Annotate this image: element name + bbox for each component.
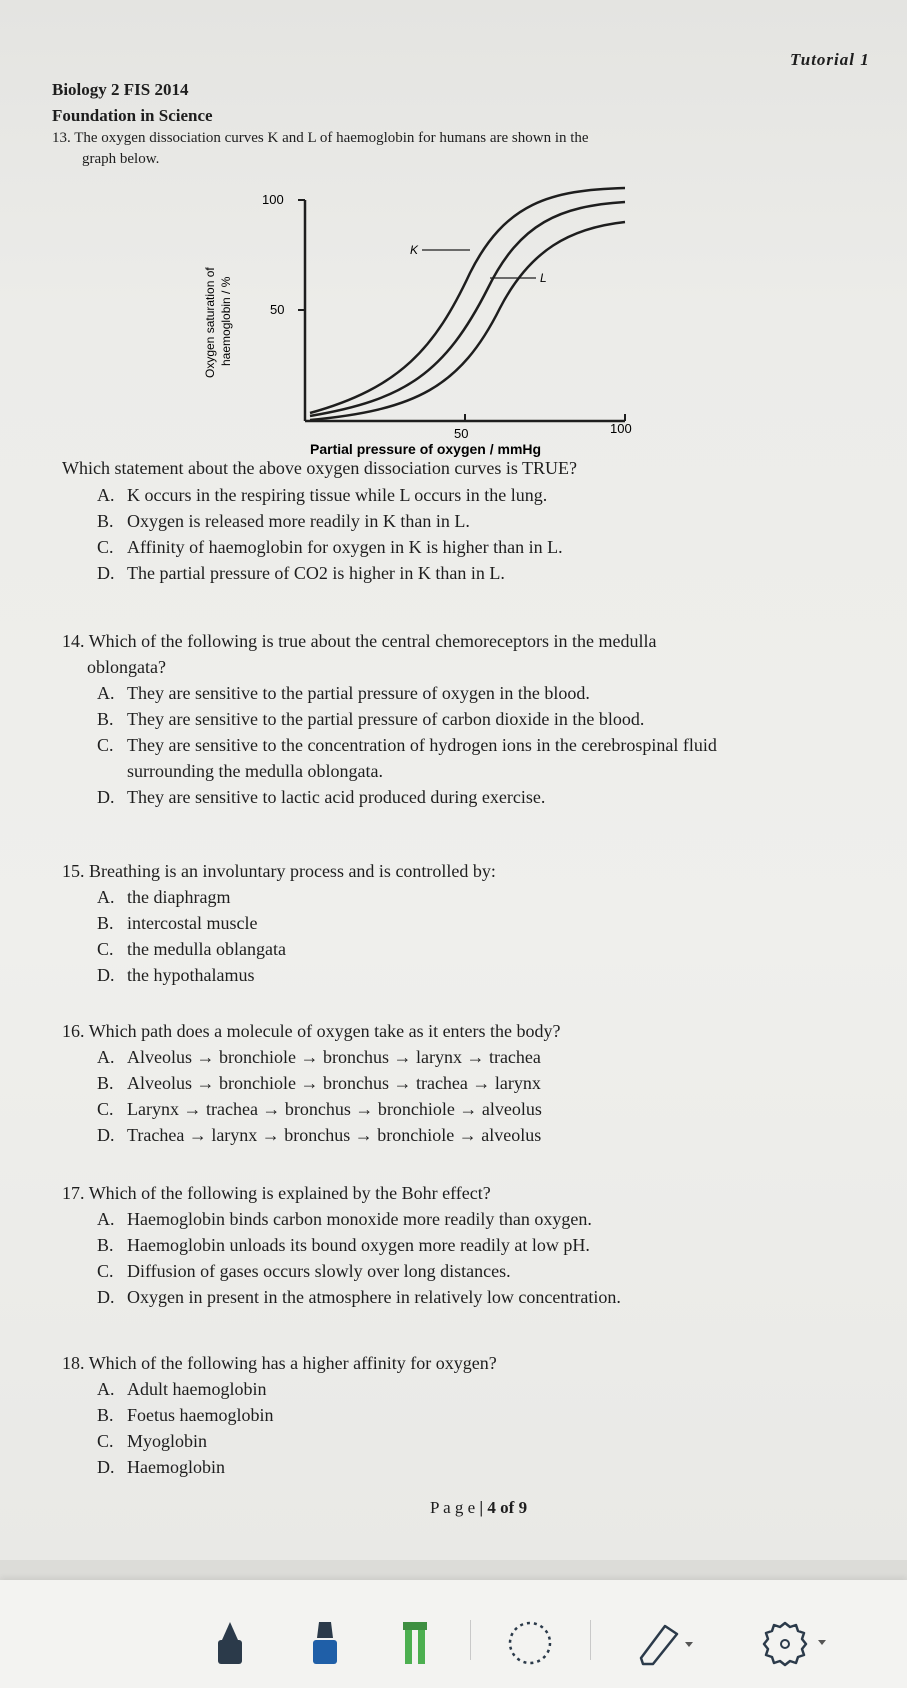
toolbar-separator — [590, 1620, 591, 1660]
question-text: Which of the following has a higher affinity for oxygen? — [88, 1353, 497, 1373]
option-a[interactable]: A. Adult haemoglobin — [97, 1379, 267, 1399]
tutorial-label: Tutorial 1 — [790, 50, 870, 69]
option-b[interactable]: B. Alveolus → bronchiole → bronchus → trachea → larynx — [97, 1073, 541, 1093]
option-d[interactable]: D. Haemoglobin — [97, 1457, 225, 1477]
highlighter-tool-icon[interactable] — [305, 1618, 345, 1668]
option-b[interactable]: B. Oxygen is released more readily in K than in L. — [97, 511, 470, 531]
page-number: | 4 of 9 — [479, 1498, 528, 1517]
question-13-prompt: Which statement about the above oxygen dissociation curves is TRUE? — [62, 458, 578, 478]
annotation-toolbar — [0, 1580, 907, 1688]
question-text: Breathing is an involuntary process and is controlled by: — [89, 861, 496, 881]
question-number: 14. — [62, 631, 85, 651]
option-d[interactable]: D. the hypothalamus — [97, 965, 255, 985]
option-d[interactable]: D. The partial pressure of CO2 is higher in K than in L. — [97, 563, 505, 583]
option-a[interactable]: A. Haemoglobin binds carbon monoxide more readily than oxygen. — [97, 1209, 592, 1229]
curve-l — [310, 222, 625, 420]
option-b[interactable]: B. They are sensitive to the partial pressure of carbon dioxide in the blood. — [97, 709, 645, 729]
y-axis-label-line2: haemoglobin / % — [219, 276, 233, 366]
option-b[interactable]: B. Foetus haemoglobin — [97, 1405, 274, 1425]
eraser-icon[interactable] — [635, 1620, 695, 1666]
question-18 — [62, 1350, 892, 1376]
course-title: Biology 2 FIS 2014 — [52, 80, 189, 99]
option-d[interactable]: D. Oxygen in present in the atmosphere in relatively low concentration. — [97, 1287, 621, 1307]
option-b[interactable]: B. intercostal muscle — [97, 913, 258, 933]
question-18-options — [97, 1376, 897, 1480]
question-14 — [62, 628, 892, 680]
question-13-stem — [52, 128, 872, 170]
question-text: The oxygen dissociation curves K and L of haemoglobin for humans are shown in the — [74, 130, 589, 146]
option-a[interactable]: A. They are sensitive to the partial pressure of oxygen in the blood. — [97, 683, 590, 703]
option-a[interactable]: A. the diaphragm — [97, 887, 231, 907]
option-b[interactable]: B. Haemoglobin unloads its bound oxygen more readily at low pH. — [97, 1235, 590, 1255]
question-16-options — [97, 1044, 897, 1148]
question-17 — [62, 1180, 892, 1206]
settings-gear-icon[interactable] — [760, 1618, 830, 1668]
question-13-options — [97, 482, 897, 586]
question-text: Which of the following is true about the central chemoreceptors in the medulla — [88, 631, 657, 651]
option-a[interactable]: A. Alveolus → bronchiole → bronchus → larynx → trachea — [97, 1047, 541, 1067]
option-a[interactable]: A. K occurs in the respiring tissue while L occurs in the lung. — [97, 485, 548, 505]
question-15-options — [97, 884, 897, 988]
y-axis-label-line1: Oxygen saturation of — [203, 267, 217, 378]
pen-tool-icon[interactable] — [210, 1618, 250, 1668]
oxygen-dissociation-graph — [170, 178, 660, 463]
question-14-options — [97, 680, 897, 810]
question-15 — [62, 858, 892, 884]
curve-l-label: L — [540, 271, 547, 285]
program-title: Foundation in Science — [52, 106, 213, 125]
option-c[interactable]: C. Affinity of haemoglobin for oxygen in K is higher than in L. — [97, 537, 563, 557]
question-number: 15. — [62, 861, 85, 881]
option-c[interactable]: C. Larynx → trachea → bronchus → bronchiole → alveolus — [97, 1099, 542, 1119]
question-text-cont: oblongata? — [87, 657, 166, 677]
question-16 — [62, 1018, 892, 1044]
option-c[interactable]: C. Myoglobin — [97, 1431, 208, 1451]
x-axis-label: Partial pressure of oxygen / mmHg — [310, 441, 542, 457]
question-17-options — [97, 1206, 897, 1310]
toolbar-separator — [470, 1620, 471, 1660]
curve-k — [310, 188, 625, 413]
x-tick-50: 50 — [454, 426, 469, 441]
question-text: Which path does a molecule of oxygen take as it enters the body? — [88, 1021, 561, 1041]
marker-tool-icon[interactable] — [395, 1618, 435, 1668]
question-number: 17. — [62, 1183, 85, 1203]
y-tick-50: 50 — [270, 302, 285, 317]
x-tick-100: 100 — [610, 421, 632, 436]
question-text-cont: graph below. — [82, 151, 160, 167]
curve-k-label: K — [410, 243, 419, 257]
option-c[interactable]: C. the medulla oblangata — [97, 939, 286, 959]
question-number: 18. — [62, 1353, 85, 1373]
page-footer — [430, 1498, 527, 1518]
lasso-select-icon[interactable] — [505, 1618, 555, 1668]
y-tick-100: 100 — [262, 192, 284, 207]
option-c[interactable]: C. They are sensitive to the concentration of hydrogen ions in the cerebrospinal fluid surrounding the medulla oblongata. — [97, 735, 717, 781]
page-label: P a g e — [430, 1498, 476, 1517]
question-number: 13. — [52, 130, 71, 146]
option-c[interactable]: C. Diffusion of gases occurs slowly over long distances. — [97, 1261, 511, 1281]
option-d[interactable]: D. They are sensitive to lactic acid produced during exercise. — [97, 787, 546, 807]
question-text: Which of the following is explained by the Bohr effect? — [88, 1183, 491, 1203]
option-d[interactable]: D. Trachea → larynx → bronchus → bronchiole → alveolus — [97, 1125, 542, 1145]
question-number: 16. — [62, 1021, 85, 1041]
